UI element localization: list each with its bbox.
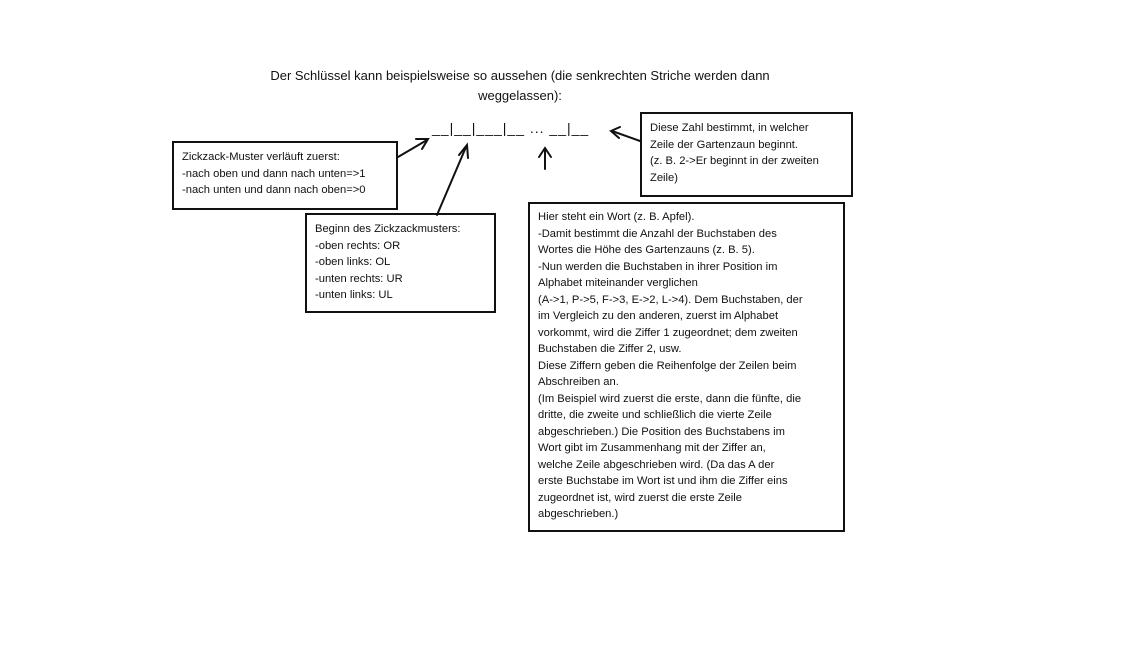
box-line: welche Zeile abgeschrieben wird. (Da das A der — [538, 458, 775, 471]
box-line: Hier steht ein Wort (z. B. Apfel). — [538, 211, 695, 223]
key-pattern: __|__|___|__ ... __|__ — [432, 120, 590, 136]
box-line: Abschreiben an. — [538, 376, 619, 388]
box-line: Buchstaben die Ziffer 2, usw. — [538, 343, 682, 355]
box-line: Wort gibt im Zusammenhang mit der Ziffer an, — [538, 442, 766, 454]
title-line-1: Der Schlüssel kann beispielsweise so aussehen (die senkrechten Striche werden dann — [270, 68, 770, 83]
box-line: erste Buchstabe im Wort ist und ihm die Ziffer eins — [538, 475, 788, 487]
box-line: abgeschrieben.) Die Position des Buchstabens im — [538, 425, 785, 438]
box-line: Zickzack-Muster verläuft zuerst: — [182, 151, 340, 163]
box-line: zugeordnet ist, wird zuerst die erste Zeile — [538, 491, 742, 504]
box-line: Zeile der Gartenzaun beginnt. — [650, 138, 799, 151]
box-line: -oben links: OL — [315, 256, 391, 268]
box-line: -Nun werden die Buchstaben in ihrer Position im — [538, 260, 778, 273]
box-line: -unten rechts: UR — [315, 272, 403, 285]
box-line: (Im Beispiel wird zuerst die erste, dann die fünfte, die — [538, 392, 802, 405]
box-line: -Damit bestimmt die Anzahl der Buchstaben des — [538, 227, 777, 240]
box-line: abgeschrieben.) — [538, 508, 619, 520]
box-line: dritte, die zweite und schließlich die vierte Zeile — [538, 409, 772, 421]
box-line: Zeile) — [650, 171, 678, 184]
box-line: Beginn des Zickzackmusters: — [315, 223, 461, 235]
box-line: -oben rechts: OR — [315, 239, 401, 252]
box-line: -nach unten und dann nach oben=>0 — [182, 184, 366, 196]
box-line: Alphabet miteinander verglichen — [538, 277, 698, 289]
box-line: -nach oben und dann nach unten=>1 — [182, 167, 366, 180]
box-line: -unten links: UL — [315, 289, 393, 301]
title-line-2: weggelassen): — [478, 88, 562, 103]
box-line: (A->1, P->5, F->3, E->2, L->4). Dem Buchstaben, der — [538, 293, 803, 306]
box-line: Diese Ziffern geben die Reihenfolge der Zeilen beim — [538, 359, 797, 372]
arrow-start — [437, 147, 466, 215]
box-line: im Vergleich zu den anderen, zuerst im Alphabet — [538, 310, 779, 322]
box-line: Diese Zahl bestimmt, in welcher — [650, 122, 809, 134]
box-line: (z. B. 2->Er beginnt in der zweiten — [650, 155, 819, 167]
box-line: Wortes die Höhe des Gartenzauns (z. B. 5). — [538, 244, 755, 256]
box-line: vorkommt, wird die Ziffer 1 zugeordnet; dem zweiten — [538, 326, 798, 339]
